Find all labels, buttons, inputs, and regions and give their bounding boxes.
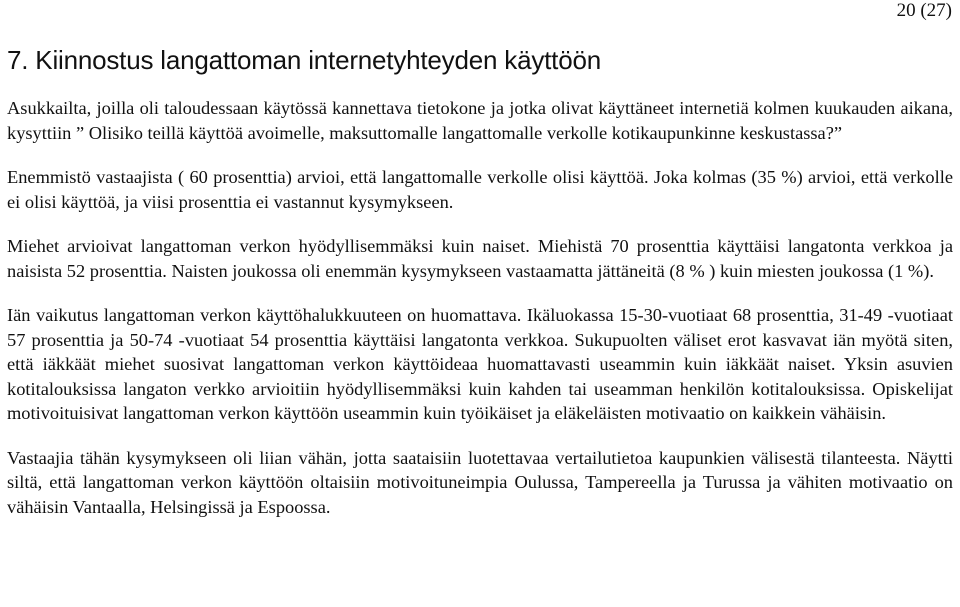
paragraph-age-effect: Iän vaikutus langattoman verkon käyttöhalukkuuteen on huomattava. Ikäluokassa 15-30-vuotiaat 68 prosenttia, 31-49 -vuotiaat 57 prosenttia ja 50-74 -vuotiaat 54 prosenttia käyttäisi langatonta verkkoa. Sukupuolten väliset erot kasvavat iän myötä siten, että iäkkäät miehet suosivat langattoman verkon käyttöideaa huomattavasti useammin kuin iäkkäät naiset. Yksin asuvien kotitalouksissa langaton verkko arvioitiin hyödyllisemmäksi kuin kahden tai useamman henkilön kotitalouksissa. Opiskelijat motivoituisivat langattoman verkon käyttöön useammin kuin työikäiset ja eläkeläisten motivaatio on kaikkein vähäisin. <box>7 305 953 423</box>
section-heading: 7. Kiinnostus langattoman internetyhteyden käyttöön <box>7 45 601 75</box>
page-number: 20 (27) <box>896 0 952 21</box>
paragraph-gender-difference: Miehet arvioivat langattoman verkon hyödyllisemmäksi kuin naiset. Miehistä 70 prosenttia käyttäisi langatonta verkkoa ja naisista 52 prosenttia. Naisten joukossa oli enemmän kysymykseen vastaamatta jättäneitä (8 % ) kuin miesten joukossa (1 %). <box>7 236 953 281</box>
paragraph-survey-question: Asukkailta, joilla oli taloudessaan käytössä kannettava tietokone ja jotka olivat käyttäneet internetiä kolmen kuukauden aikana, kysyttiin ” Olisiko teillä käyttöä avoimelle, maksuttomalle langattomalle verkolle kotikaupunkinne keskustassa?” <box>7 98 953 143</box>
document-body <box>7 96 953 539</box>
paragraph-majority-result: Enemmistö vastaajista ( 60 prosenttia) arvioi, että langattomalle verkolle olisi käyttöä. Joka kolmas (35 %) arvioi, että verkolle ei olisi käyttöä, ja viisi prosenttia ei vastannut kysymykseen. <box>7 167 953 212</box>
paragraph-city-comparison: Vastaajia tähän kysymykseen oli liian vähän, jotta saataisiin luotettavaa vertailutietoa kaupunkien välisestä tilanteesta. Näytti siltä, että langattoman verkon käyttöön oltaisiin motivoituneimpia Oulussa, Tampereella ja Turussa ja vähiten motivaatio on vähäisin Vantaalla, Helsingissä ja Espoossa. <box>7 447 953 517</box>
